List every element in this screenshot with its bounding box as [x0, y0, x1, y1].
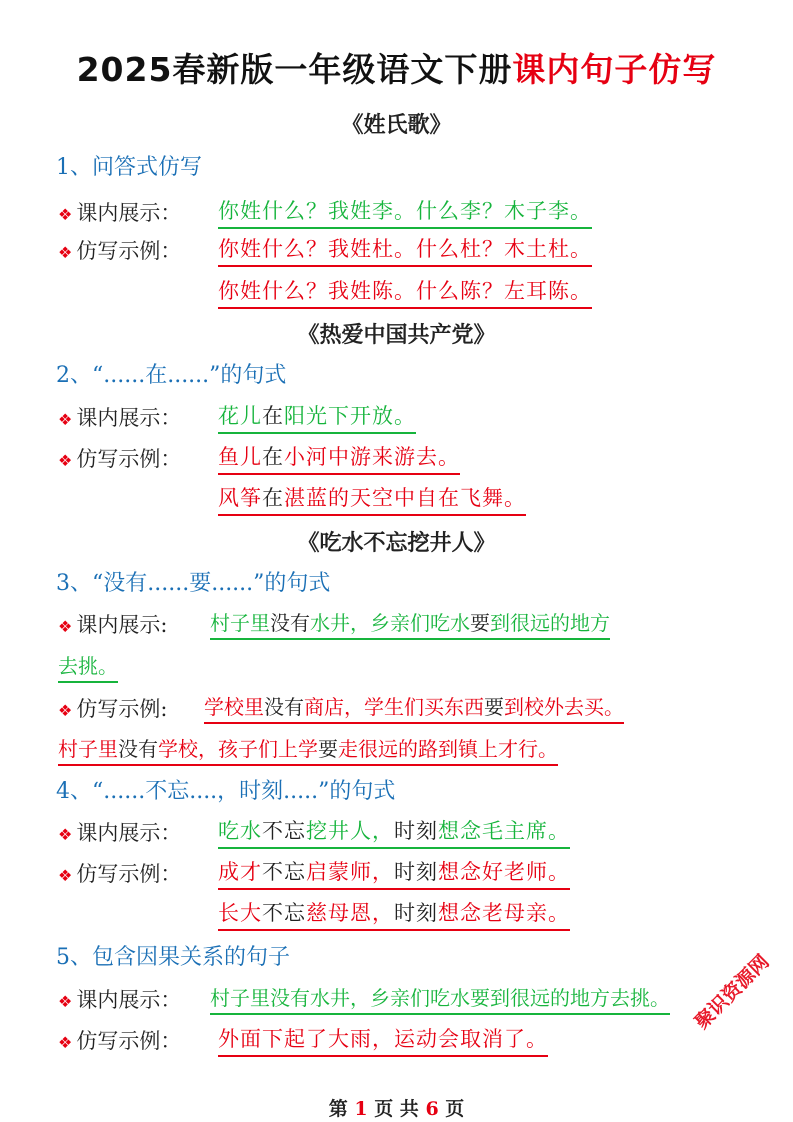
total-pages: 6 [425, 1098, 439, 1120]
diamond-icon: ❖ [58, 617, 73, 636]
example-sentence: 你姓什么？我姓杜。什么杜？木土杜。 [218, 233, 592, 267]
label-example: ❖ 仿写示例： [58, 447, 182, 471]
lesson-heading: 《热爱中国共产党》 [297, 322, 496, 348]
page-title [0, 44, 793, 91]
diamond-icon: ❖ [58, 410, 73, 429]
label-show: ❖ 课内展示： [58, 201, 182, 225]
show-sentence: 村子里没有水井，乡亲们吃水要到很远的地方去挑。 [210, 982, 670, 1015]
example-sentence: 学校里没有商店，学生们买东西要到校外去买。 [204, 691, 624, 724]
current-page: 1 [354, 1098, 368, 1120]
show-sentence: 花儿在阳光下开放。 [218, 400, 416, 434]
page-number: 第 1 页 共 6 页 [328, 1098, 465, 1120]
section-heading: 2、“......在......”的句式 [56, 363, 287, 388]
diamond-icon: ❖ [58, 866, 73, 885]
section-heading: 1、问答式仿写 [56, 155, 202, 180]
label-example: ❖ 仿写示例： [58, 862, 182, 886]
section-heading: 4、“......不忘....，时刻.....”的句式 [56, 779, 396, 804]
watermark: 聚识资源网 [690, 950, 774, 1034]
lesson-heading: 《姓氏歌》 [341, 112, 452, 138]
diamond-icon: ❖ [58, 1033, 73, 1052]
example-sentence: 村子里没有学校，孩子们上学要走很远的路到镇上才行。 [58, 733, 558, 766]
title-highlight: 课内句子仿写 [512, 50, 717, 89]
example-sentence: 风筝在湛蓝的天空中自在飞舞。 [218, 482, 526, 516]
diamond-icon: ❖ [58, 243, 73, 262]
diamond-icon: ❖ [58, 205, 73, 224]
show-sentence: 你姓什么？我姓李。什么李？木子李。 [218, 195, 592, 229]
show-sentence: 吃水不忘挖井人，时刻想念毛主席。 [218, 815, 570, 849]
section-heading: 5、包含因果关系的句子 [56, 945, 290, 970]
section-heading: 3、“没有......要......”的句式 [56, 571, 331, 596]
example-sentence: 你姓什么？我姓陈。什么陈？左耳陈。 [218, 275, 592, 309]
example-sentence: 长大不忘慈母恩，时刻想念老母亲。 [218, 897, 570, 931]
lesson-heading: 《吃水不忘挖井人》 [297, 530, 496, 556]
show-sentence: 村子里没有水井，乡亲们吃水要到很远的地方 [210, 607, 610, 640]
example-sentence: 鱼儿在小河中游来游去。 [218, 441, 460, 475]
example-sentence: 外面下起了大雨，运动会取消了。 [218, 1023, 548, 1057]
label-example: ❖ 仿写示例： [58, 1029, 182, 1053]
show-sentence-wrap: 去挑。 [58, 650, 118, 683]
diamond-icon: ❖ [58, 451, 73, 470]
label-show: ❖ 课内展示: [58, 613, 168, 637]
label-show: ❖ 课内展示： [58, 988, 182, 1012]
diamond-icon: ❖ [58, 825, 73, 844]
title-main: 2025春新版一年级语文下册 [76, 50, 513, 89]
label-show: ❖ 课内展示： [58, 406, 182, 430]
label-example: ❖ 仿写示例: [58, 697, 168, 721]
diamond-icon: ❖ [58, 992, 73, 1011]
diamond-icon: ❖ [58, 701, 73, 720]
label-example: ❖ 仿写示例： [58, 239, 182, 263]
label-show: ❖ 课内展示： [58, 821, 182, 845]
example-sentence: 成才不忘启蒙师，时刻想念好老师。 [218, 856, 570, 890]
